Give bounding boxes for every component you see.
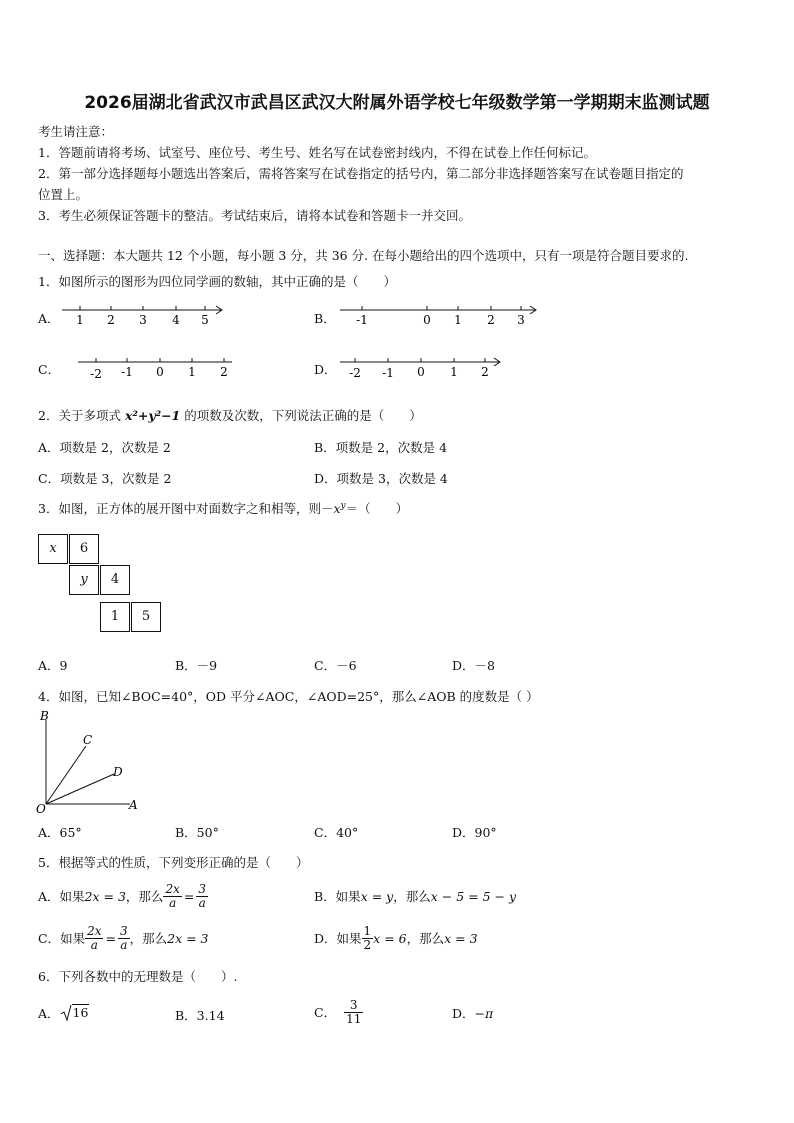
q4-option-d: D．90° — [452, 825, 497, 840]
q1-option-a-label: A． — [38, 311, 60, 326]
stem-text: 的项数及次数，下列说法正确的是（ ） — [180, 408, 422, 423]
tick-label: 2 — [220, 365, 228, 379]
q4-option-c: C．40° — [314, 825, 359, 840]
equation: 2x = 3 — [167, 930, 209, 946]
question-6-stem: 6．下列各数中的无理数是（ ）. — [38, 969, 238, 984]
point-label: D — [113, 765, 123, 779]
fraction: $\frac{2x}{a}$ — [165, 881, 180, 910]
q3-option-a: A．9 — [38, 658, 68, 673]
equation: x = y — [360, 888, 394, 904]
question-5-stem: 5．根据等式的性质，下列变形正确的是（ ） — [38, 855, 309, 870]
q2-option-a: A．项数是 2，次数是 2 — [38, 440, 171, 455]
option-text: D．如果 — [314, 931, 362, 946]
q1-option-a-number-line — [58, 300, 228, 332]
q6-option-d — [452, 1004, 493, 1022]
exponent: y — [340, 500, 346, 511]
notice-heading: 考生请注意： — [38, 124, 114, 139]
equals: = — [105, 930, 116, 946]
tick-label: 2 — [487, 313, 495, 327]
q5-option-d — [314, 920, 478, 956]
angle-diagram — [34, 706, 144, 816]
option-text: C．如果 — [38, 931, 86, 946]
sqrt-sign-icon — [60, 1003, 72, 1023]
question-3-stem — [38, 499, 408, 517]
tick-label: 4 — [172, 313, 180, 327]
variable: x — [333, 501, 341, 516]
fraction: $\frac{3}{a}$ — [198, 881, 206, 910]
tick-label: 2 — [481, 365, 489, 379]
q1-option-c-label: C． — [38, 362, 61, 377]
net-cell: 6 — [69, 534, 99, 564]
fraction: $\frac{1}{2}$ — [363, 923, 372, 952]
section-heading: 一、选择题：本大题共 12 个小题，每小题 3 分，共 36 分. 在每小题给出的四个选项中，只有一项是符合题目要求的. — [38, 248, 689, 263]
stem-text: ＝（ ） — [345, 501, 409, 516]
q5-option-a — [38, 878, 208, 914]
net-cell: x — [38, 534, 68, 564]
option-text: A．如果 — [38, 889, 85, 904]
tick-label: -1 — [121, 365, 133, 379]
option-text: B．如果 — [314, 889, 361, 904]
notice-item: 3．考生必须保证答题卡的整洁。考试结束后，请将本试卷和答题卡一并交回。 — [38, 208, 471, 223]
point-label: A — [129, 798, 138, 812]
equation: 2x = 3 — [84, 888, 126, 904]
notice-item: 2．第一部分选择题每小题选出答案后，需将答案写在试卷指定的括号内，第二部分非选择题答案写在试卷题目指定的 — [38, 166, 684, 181]
q5-option-c — [38, 920, 209, 956]
tick-label: 3 — [139, 313, 147, 327]
q1-option-d-number-line — [336, 352, 506, 384]
q6-option-b: B．3.14 — [175, 1008, 225, 1023]
option-label: D． — [452, 1006, 475, 1021]
tick-label: 1 — [188, 365, 196, 379]
q1-option-b-number-line — [336, 300, 542, 332]
q3-option-c: C．－6 — [314, 658, 357, 673]
option-label: C． — [314, 1005, 337, 1020]
q2-option-c: C．项数是 3，次数是 2 — [38, 471, 172, 486]
equation: x = 6 — [373, 930, 407, 946]
tick-label: -2 — [90, 367, 102, 381]
equation: x − 5 = 5 − y — [430, 888, 517, 904]
net-cell: 1 — [100, 602, 130, 632]
tick-label: 0 — [156, 365, 164, 379]
notice-item: 位置上。 — [38, 187, 89, 202]
tick-label: 0 — [423, 313, 431, 327]
q6-option-c — [314, 994, 363, 1030]
page-title: 2026届湖北省武汉市武昌区武汉大附属外语学校七年级数学第一学期期末监测试题 — [84, 93, 710, 113]
radicand: 16 — [72, 1005, 89, 1020]
tick-label: -1 — [382, 366, 394, 380]
tick-label: 0 — [417, 365, 425, 379]
q3-option-b: B．－9 — [175, 658, 218, 673]
tick-label: 3 — [517, 313, 525, 327]
tick-label: -2 — [349, 366, 361, 380]
question-4-stem: 4．如图，已知∠BOC=40°，OD 平分∠AOC，∠AOD=25°，那么∠AOB 的度数是（ ） — [38, 689, 539, 704]
q2-option-d: D．项数是 3，次数是 4 — [314, 471, 448, 486]
option-text: ，那么 — [129, 931, 168, 946]
polynomial: x²+y²−1 — [124, 408, 181, 423]
option-text: ，那么 — [393, 889, 431, 904]
option-text: ，那么 — [125, 889, 164, 904]
q4-option-b: B．50° — [175, 825, 219, 840]
question-2-stem — [38, 406, 422, 424]
point-label: O — [36, 802, 46, 816]
option-label: A． — [38, 1006, 60, 1021]
option-text: ，那么 — [406, 931, 445, 946]
net-cell: y — [69, 565, 99, 595]
q2-option-b: B．项数是 2，次数是 4 — [314, 440, 448, 455]
fraction: $\frac{3}{a}$ — [119, 923, 128, 952]
q1-option-c-number-line — [74, 352, 238, 384]
q1-option-b-label: B． — [314, 311, 336, 326]
q3-option-d: D．－8 — [452, 658, 495, 673]
tick-label: -1 — [356, 313, 368, 327]
tick-label: 2 — [107, 313, 115, 327]
fraction: $\frac{3}{11}$ — [346, 997, 362, 1026]
q6-option-a — [38, 998, 89, 1028]
stem-text: 2．关于多项式 — [38, 408, 125, 423]
option-value: −π — [474, 1006, 494, 1021]
tick-label: 5 — [201, 313, 209, 327]
question-1-stem: 1．如图所示的图形为四位同学画的数轴，其中正确的是（ ） — [38, 274, 396, 289]
notice-item: 1．答题前请将考场、试室号、座位号、考生号、姓名写在试卷密封线内，不得在试卷上作任何标记。 — [38, 145, 596, 160]
q5-option-b — [314, 878, 516, 914]
point-label: C — [83, 733, 93, 747]
equation: x = 3 — [444, 930, 478, 946]
net-cell: 5 — [131, 602, 161, 632]
tick-label: 1 — [454, 313, 462, 327]
point-label: B — [40, 709, 49, 723]
q1-option-d-label: D． — [314, 362, 337, 377]
q4-option-a: A．65° — [38, 825, 82, 840]
stem-text: 3．如图，正方体的展开图中对面数字之和相等，则－ — [38, 501, 334, 516]
tick-label: 1 — [76, 313, 84, 327]
equals: = — [183, 888, 195, 904]
net-cell: 4 — [100, 565, 130, 595]
fraction: $\frac{2x}{a}$ — [87, 923, 102, 952]
tick-label: 1 — [450, 365, 458, 379]
